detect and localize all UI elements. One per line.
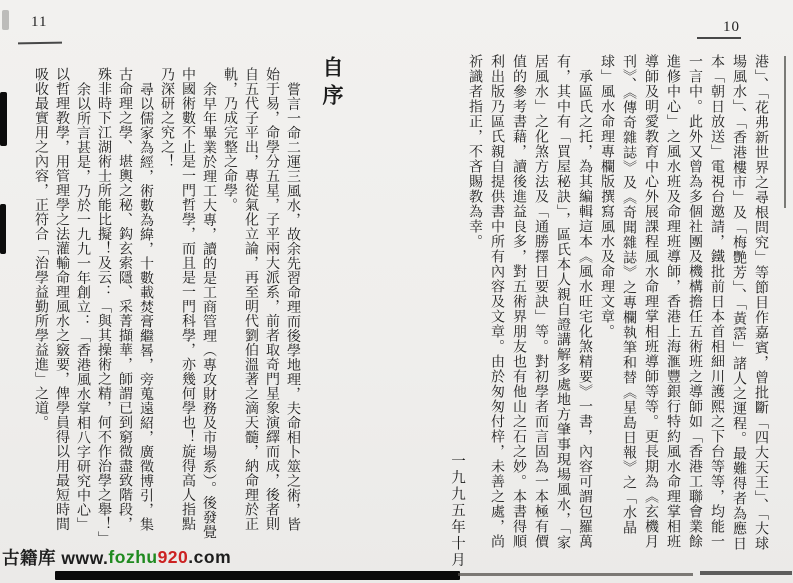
paragraph-left-4: 余以所言甚是，乃於一九九一年創立：「香港風水掌相八字研究中心」以哲理教學，用管理學之法灌輸命理風水之竅要，俾學員得以用最短時間吸收最實用之內容，正符合「治學益勤所學益進」之道。 <box>33 67 90 532</box>
watermark-green: fozhu <box>108 546 158 567</box>
scan-bottom-dash <box>700 571 792 575</box>
page-number-underline-left <box>18 42 62 45</box>
page-left-text <box>30 56 345 546</box>
paragraph-right-1: 港」、「花弗新世界之尋根問究」等節目作嘉賓，曾批斷「四大天王」、「大球場風水」、「香港樓市」及「梅艷芳」、「黃霑」諸人之運程。最難得者為應日本「朝日放送」電視台邀請，鐵批前日本首相細川護熙之下台等等，均能一一言中。此外又曾為多個社團及機構擔任五術班之導師如「香港工聯會業餘進修中心」之風水班及命理班導師，香港上海滙豐銀行特約風水命理掌相班導師及明愛教育中心外展課程風水命理掌相班導師等等。更長期為《玄機月刊》、《傳奇雜誌》及《奇聞雜誌》之專欄執筆和替《星島日報》之「水晶球」風水命理專欄版撰寫風水及命理文章。 <box>599 54 768 551</box>
scan-bottom-bar <box>55 571 460 580</box>
binding-smudge-top <box>0 92 7 146</box>
paragraph-left-2: 余早年畢業於理工大專，讀的是工商管理（專攻財務及市場系）。後發覺中國術數不止是一門哲學，而且是一門科學，亦幾何學也！旋得高人指點乃深研之究之！ <box>159 67 216 539</box>
watermark <box>2 545 231 569</box>
watermark-prefix: 古籍库 www. <box>2 547 109 568</box>
page-edge-line <box>784 56 786 208</box>
page-number-underline-right <box>697 37 741 39</box>
corner-smudge <box>2 10 9 30</box>
page-right-text <box>463 54 771 556</box>
scan-bottom-line <box>458 573 693 576</box>
watermark-red: 920 <box>157 546 189 567</box>
watermark-suffix: .com <box>188 546 232 567</box>
paragraph-left-3: 尋以儒家為經，術數為緯，十數載焚膏繼晷，旁蒐遠紹，廣徵博引，集古命理之學、堪輿之秘、鈎玄索隱、采菁擷華，師謂已到窮微盡致階段，殊非時下江湖術士所能比擬！及云：「與其操術之精，何不作治學之舉！」 <box>96 67 153 546</box>
page-number-left: 11 <box>31 14 48 30</box>
page-number-right: 10 <box>723 19 740 35</box>
preface-title: 自序 <box>320 56 344 112</box>
date-line: 一九九五年十月 <box>449 453 465 569</box>
binding-smudge-bottom <box>0 204 6 254</box>
paragraph-left-1: 嘗言一命二運三風水，故余先習命理而後學地理，夫命相卜筮之術，皆始于易，命學分五星，子平兩大派系，前者取奇門星象演繹而成，後者則自五代子平出，專從氣化立論，再至明代劉伯溫著之滴天髓，納命理於正軌，乃成完整之命學。 <box>222 67 300 532</box>
paragraph-right-2: 承區氏之托，為其編輯這本《風水旺宅化煞精要》一書，內容可謂包羅萬有，其中有「買屋秘訣」，區氏本人親自證講解多處地方肇事現場風水，「家居風水」之化煞方法及「通勝擇日要訣」等。對初學者而言固為一本極有價值的參考書藉，讀後進益良多，對五術界朋友也有他山之石之妙。本書得順利出版乃區氏親自提供書中所有內容及文章。由於匆匆付梓，未善之處，尚祈識者指正，不吝賜教為幸。 <box>467 54 592 550</box>
